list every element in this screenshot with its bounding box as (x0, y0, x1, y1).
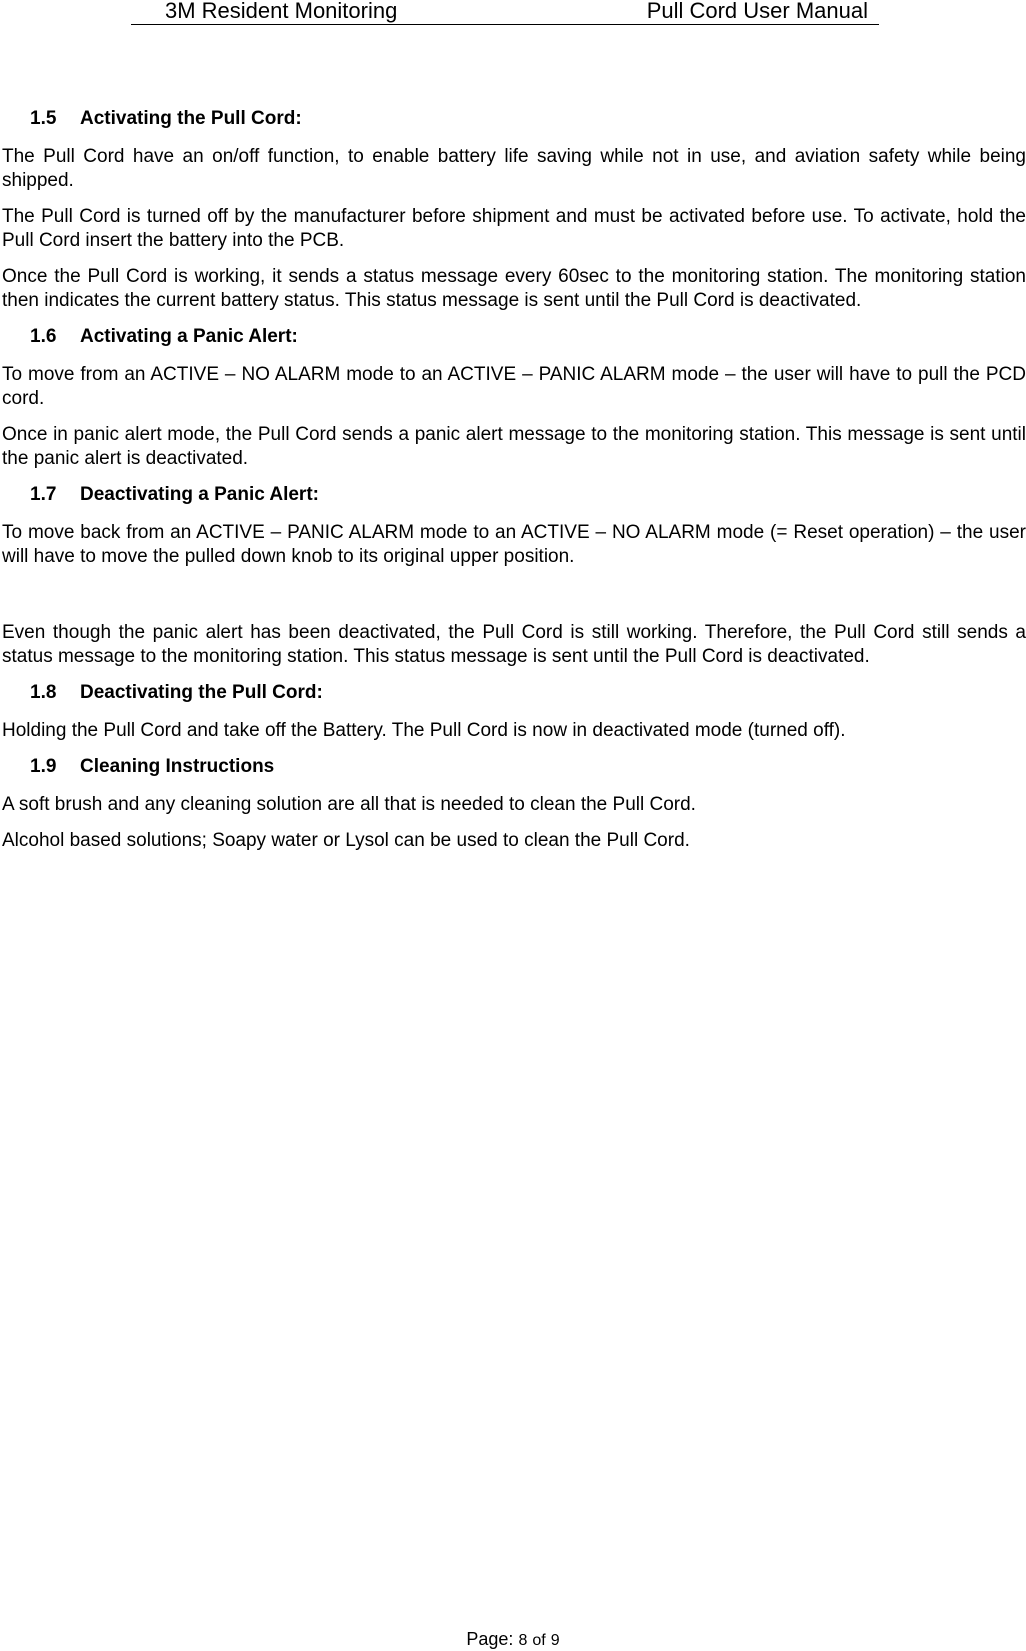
section-title: Deactivating the Pull Cord: (80, 682, 323, 703)
section-title: Deactivating a Panic Alert: (80, 484, 319, 505)
section-title: Activating a Panic Alert: (80, 326, 298, 347)
page-of: of (532, 1632, 546, 1649)
header-document-owner: 3M Resident Monitoring (165, 0, 398, 23)
section-heading (2, 755, 1026, 779)
paragraph: The Pull Cord is turned off by the manufacturer before shipment and must be activated before use. To activate, hold the Pull Cord insert the battery into the PCB. (2, 206, 1026, 251)
section-deactivating-pull-cord (2, 681, 1026, 743)
paragraph: Even though the panic alert has been deactivated, the Pull Cord is still working. Therefore, the Pull Cord still sends a status message to the monitoring station. This status message is sent until the Pull Cord is deactivated. (2, 622, 1026, 667)
section-cleaning-instructions (2, 755, 1026, 853)
page-header (131, 0, 879, 25)
section-activating-pull-cord (2, 107, 1026, 313)
section-title: Activating the Pull Cord: (80, 108, 302, 129)
header-document-title: Pull Cord User Manual (646, 0, 868, 23)
paragraph: A soft brush and any cleaning solution are all that is needed to clean the Pull Cord. (2, 794, 696, 815)
paragraph: The Pull Cord have an on/off function, to enable battery life saving while not in use, and aviation safety while being shipped. (2, 146, 1026, 191)
paragraph: Once the Pull Cord is working, it sends a status message every 60sec to the monitoring station. The monitoring station then indicates the current battery status. This status message is sent until the Pull Cord is deactivated. (2, 266, 1026, 311)
paragraph: To move from an ACTIVE – NO ALARM mode to an ACTIVE – PANIC ALARM mode – the user will have to pull the PCD cord. (2, 364, 1026, 409)
section-heading (2, 107, 1026, 131)
blank-line (2, 581, 1026, 621)
section-heading (2, 681, 1026, 705)
page-current: 8 (518, 1632, 528, 1649)
section-number: 1.5 (30, 108, 57, 129)
section-number: 1.9 (30, 756, 57, 777)
section-heading (2, 483, 1026, 507)
section-title: Cleaning Instructions (80, 756, 275, 777)
page-total: 9 (550, 1632, 560, 1649)
page-label: Page: (466, 1629, 514, 1649)
section-number: 1.8 (30, 682, 57, 703)
section-heading (2, 325, 1026, 349)
paragraph: Alcohol based solutions; Soapy water or Lysol can be used to clean the Pull Cord. (2, 830, 690, 851)
section-deactivating-panic-alert (2, 483, 1026, 669)
paragraph: To move back from an ACTIVE – PANIC ALARM mode to an ACTIVE – NO ALARM mode (= Reset operation) – the user will have to move the pulled down knob to its original upper position. (2, 522, 1026, 567)
paragraph: Once in panic alert mode, the Pull Cord sends a panic alert message to the monitoring station. This message is sent until the panic alert is deactivated. (2, 424, 1026, 469)
document-body (2, 107, 1026, 865)
section-number: 1.6 (30, 326, 57, 347)
paragraph: Holding the Pull Cord and take off the Battery. The Pull Cord is now in deactivated mode (turned off). (2, 720, 846, 741)
section-activating-panic-alert (2, 325, 1026, 471)
section-number: 1.7 (30, 484, 57, 505)
page-footer (0, 1629, 1026, 1651)
